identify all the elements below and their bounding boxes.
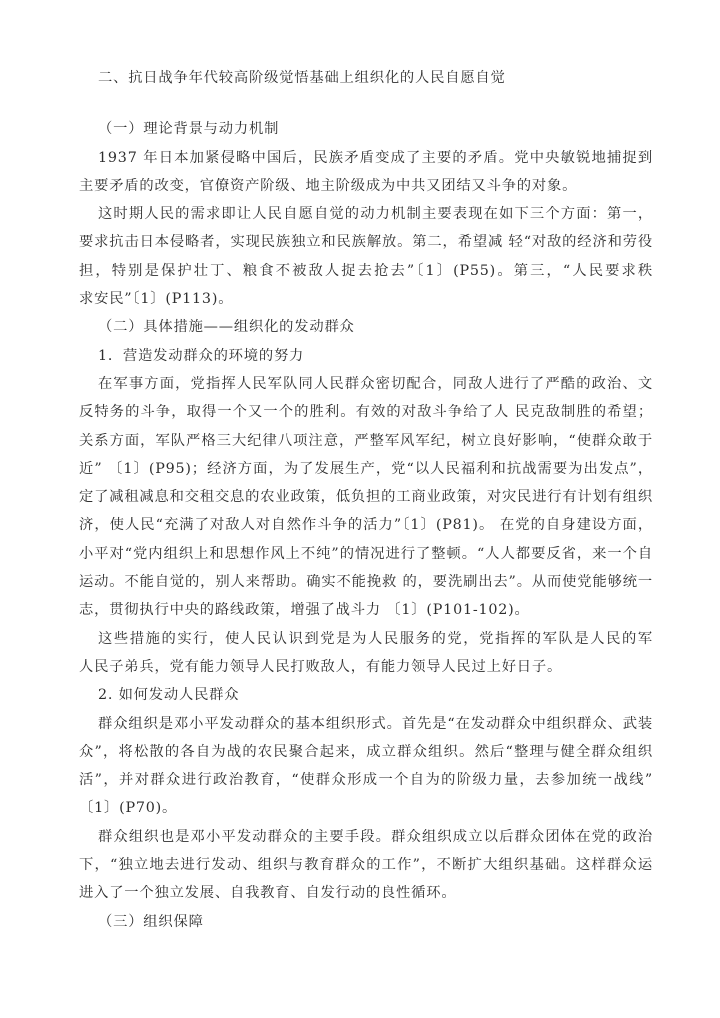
body-paragraph [79, 370, 653, 625]
text-line: 进入了一个独立发展、自我教育、自发行动的良性循环。 [79, 885, 457, 902]
text-line: 众”，将松散的各自为战的农民聚合起来，成立群众组织。然后“整理与健全群众组织 [79, 743, 653, 760]
text-line: 这时期人民的需求即让人民自愿自觉的动力机制主要表现在如下三个方面：第一， [98, 206, 653, 223]
text-line: （三）组织保障 [98, 913, 204, 930]
text-line: 这些措施的实行，使人民认识到党是为人民服务的党，党指挥的军队是人民的军 [98, 630, 653, 647]
text-line: 担，特别是保护壮丁、粮食不被敌人捉去抢去”〔1〕(P55)。第三，“人民要求秩 [79, 262, 653, 279]
text-line: 运动。不能自觉的，别人来帮助。确实不能挽救 的，要洗刷出去”。从而使党能够统一 [79, 574, 653, 591]
text-line: 志，贯彻执行中央的路线政策，增强了战斗力 〔1〕(P101-102)。 [79, 602, 530, 619]
body-paragraph [79, 625, 653, 682]
text-line: 求安民”〔1〕(P113)。 [79, 291, 234, 308]
text-line: 群众组织也是邓小平发动群众的主要手段。群众组织成立以后群众团体在党的政治 [98, 828, 653, 845]
text-line: 小平对“党内组织上和思想作风上不纯”的情况进行了整顿。“人人都要反省，来一个自 [79, 545, 653, 562]
text-line: 二、抗日战争年代较高阶级觉悟基础上组织化的人民自愿自觉 [98, 70, 506, 86]
subsection-heading [79, 908, 653, 936]
text-line: 济，使人民“充满了对敌人对自然作斗争的活力”〔1〕(P81)。 在党的自身建设方面， [79, 517, 653, 534]
body-paragraph [79, 710, 653, 823]
text-line: 在军事方面，党指挥人民军队同人民群众密切配合，同敌人进行了严酷的政治、文 [98, 375, 653, 392]
text-line: （一）理论背景与动力机制 [98, 121, 280, 138]
text-line: 近” 〔1〕(P95)；经济方面，为了发展生产，党“以人民福利和抗战需要为出发点”， [79, 460, 653, 477]
text-line: 关系方面，军队严格三大纪律八项注意，严整军风军纪，树立良好影响，“使群众敢于 [79, 432, 653, 449]
text-line: 2. 如何发动人民群众 [98, 687, 240, 704]
text-line: 反特务的斗争，取得一个又一个的胜利。有效的对敌斗争给了人 民克敌制胜的希望； [79, 404, 653, 421]
text-line: 人民子弟兵，党有能力领导人民打败敌人，有能力领导人民过上好日子。 [79, 658, 563, 675]
body-paragraph [79, 823, 653, 908]
text-line: 下，“独立地去进行发动、组织与教育群众的工作”，不断扩大组织基础。这样群众运 [79, 857, 653, 874]
subsection-heading [79, 681, 653, 709]
document-page [79, 64, 653, 936]
section-title [79, 64, 653, 92]
text-line: 要求抗击日本侵略者，实现民族独立和民族解放。第二，希望减 轻“对敌的经济和劳役 [79, 234, 653, 251]
body-paragraph [79, 144, 653, 201]
subsection-heading [79, 115, 653, 143]
subsection-heading [79, 342, 653, 370]
text-line: 主要矛盾的改变，官僚资产阶级、地主阶级成为中共又团结又斗争的对象。 [79, 177, 578, 194]
text-line: 定了减租减息和交租交息的农业政策，低负担的工商业政策，对灾民进行有计划有组织 [79, 489, 653, 506]
text-line: 1937 年日本加紧侵略中国后，民族矛盾变成了主要的矛盾。党中央敏锐地捕捉到 [98, 149, 653, 166]
text-line: （二）具体措施——组织化的发动群众 [98, 319, 355, 336]
text-line: 活”，并对群众进行政治教育，“使群众形成一个自为的阶级力量，去参加统一战线” [79, 772, 653, 789]
text-line: 群众组织是邓小平发动群众的基本组织形式。首先是“在发动群众中组织群众、武装 [98, 715, 653, 732]
text-line: 〔1〕(P70)。 [79, 800, 178, 817]
subsection-heading [79, 313, 653, 341]
body-paragraph [79, 200, 653, 313]
spacer [79, 92, 653, 115]
text-line: 1．营造发动群众的环境的努力 [98, 347, 305, 364]
